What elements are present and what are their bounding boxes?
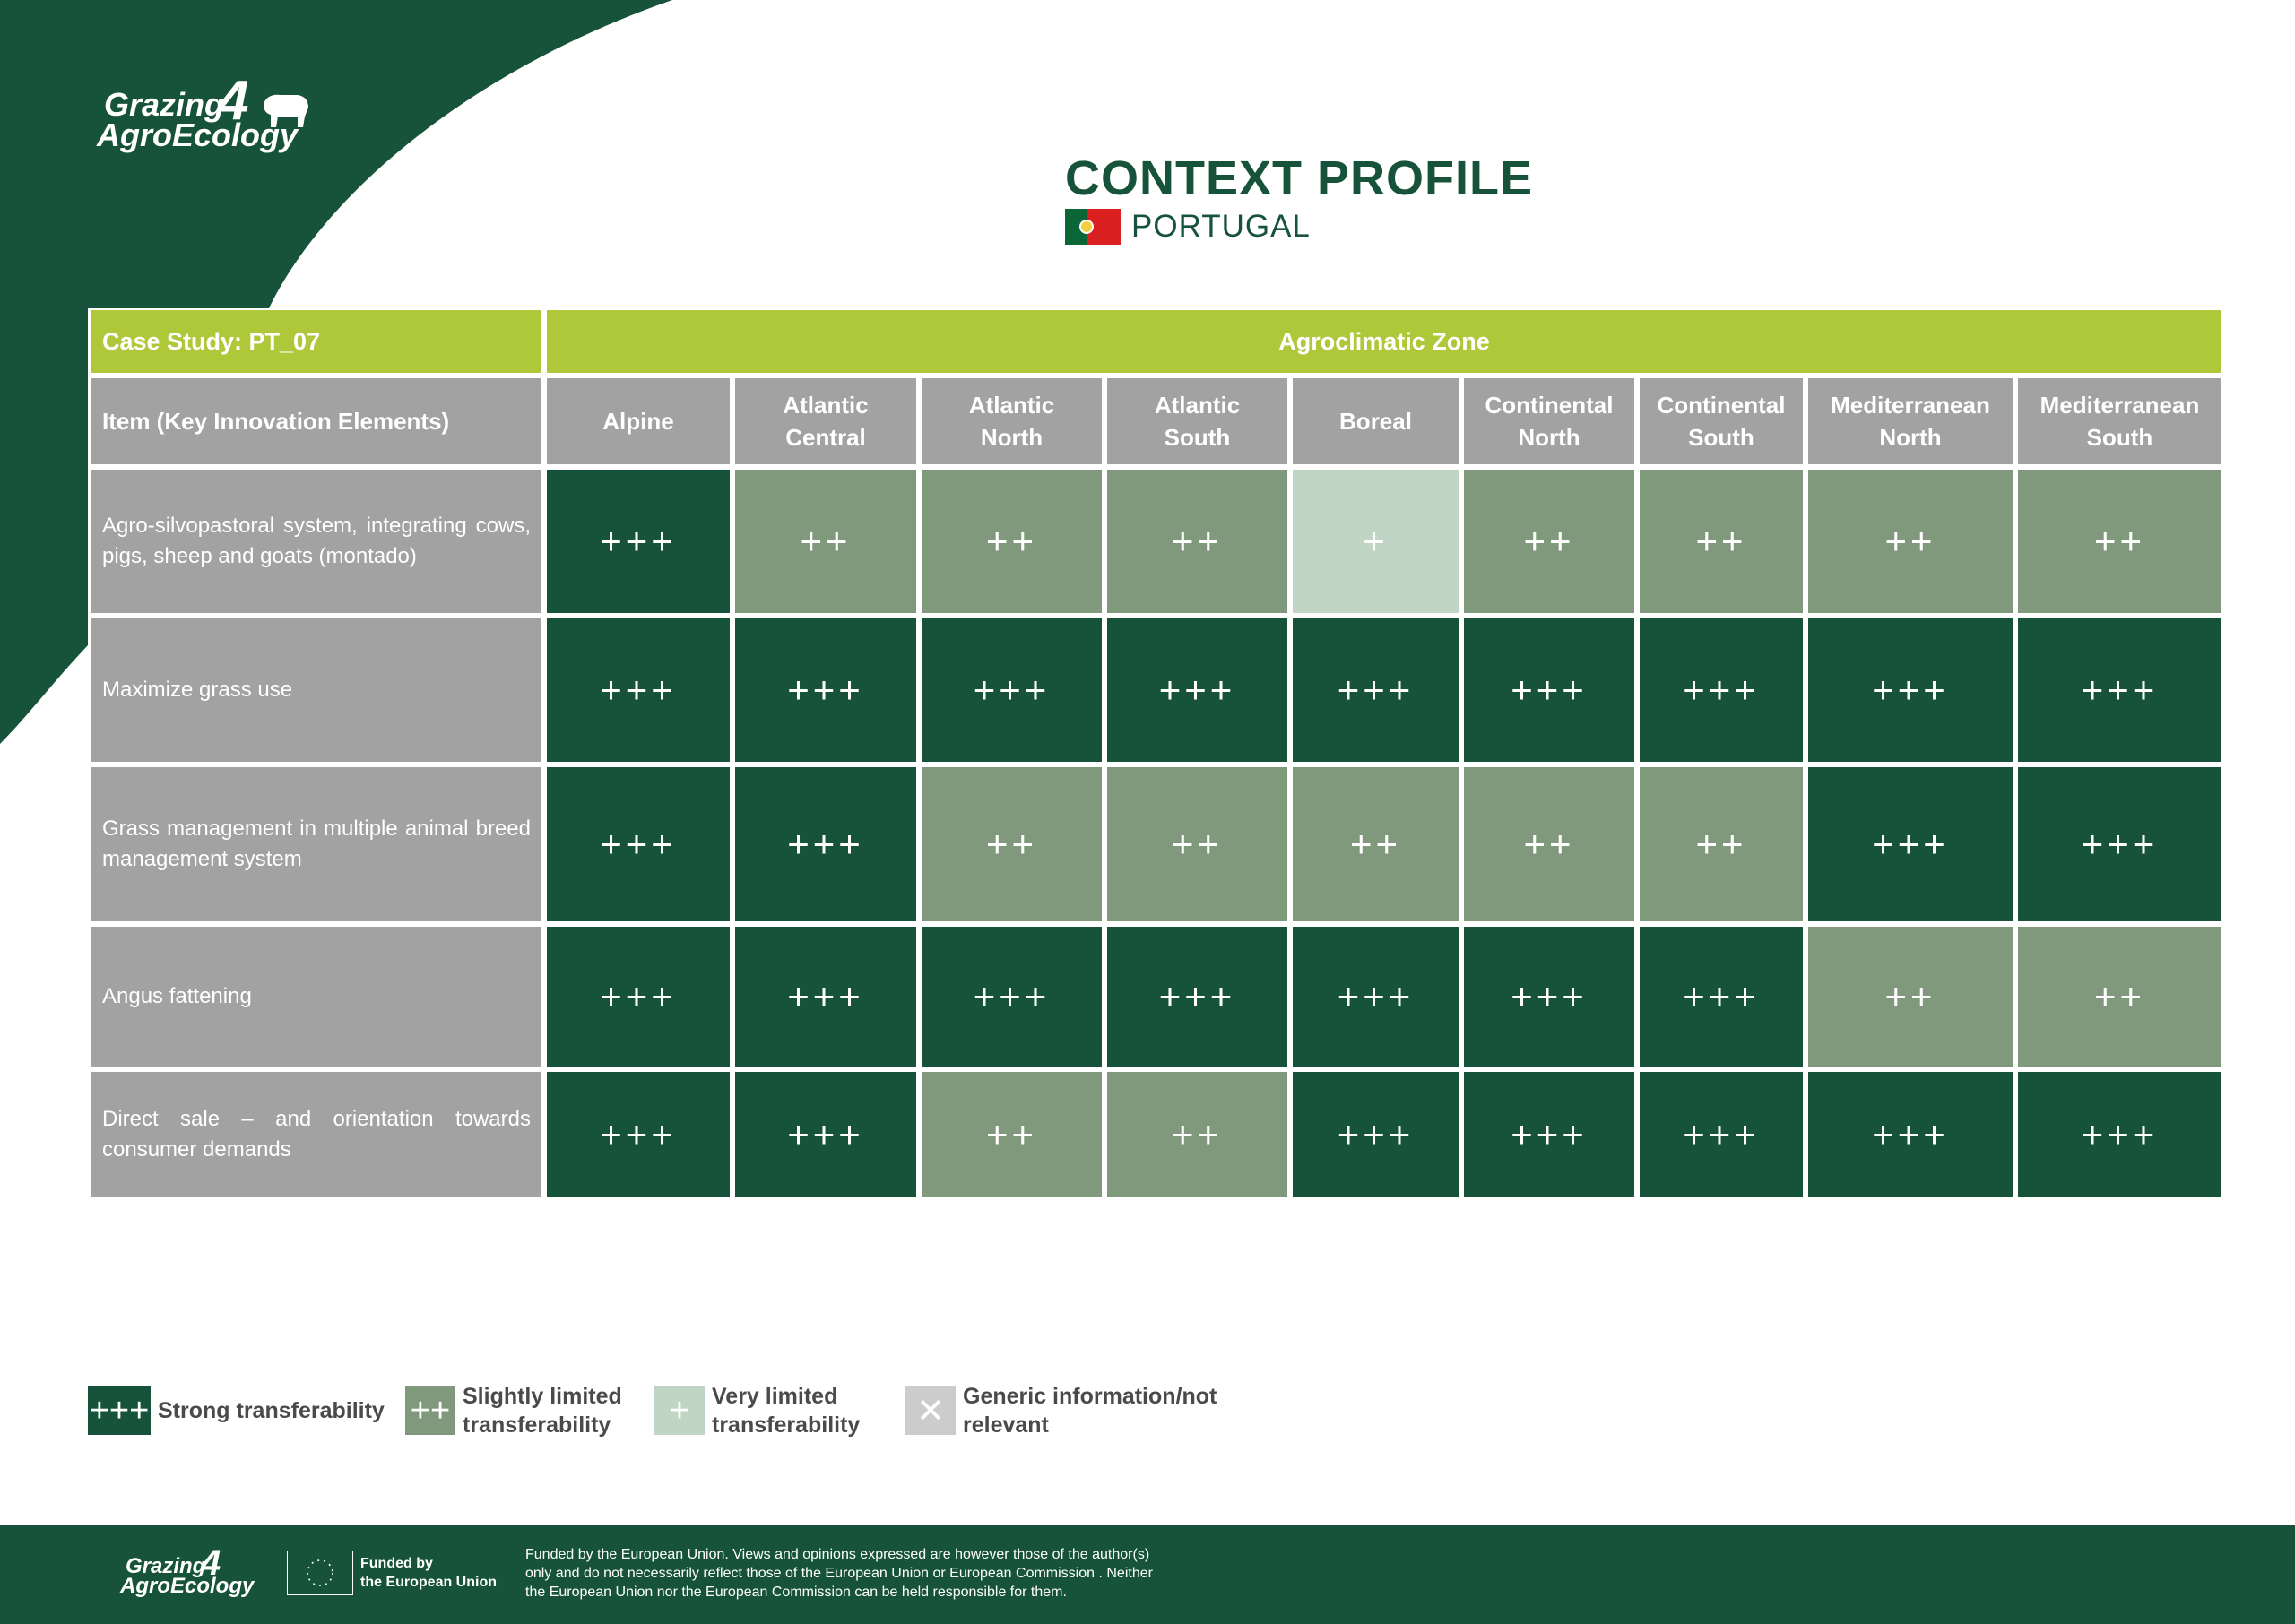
innovation-item	[91, 470, 541, 613]
logo-line1: Grazing	[104, 86, 225, 123]
rating-cell	[1808, 618, 2013, 762]
zone-name-line2: North	[980, 424, 1044, 451]
zone-name	[1658, 389, 1786, 454]
innovation-item-label: Grass management in multiple animal breed management system	[102, 816, 531, 871]
legend-item	[88, 1382, 385, 1439]
rating-mark: +++	[600, 975, 677, 1017]
rating-cell	[1464, 767, 1634, 921]
zone-header-label: Agroclimatic Zone	[1278, 327, 1490, 355]
item-header-label: Item (Key Innovation Elements)	[102, 408, 450, 435]
rating-cell	[1107, 767, 1287, 921]
zone-column-header	[1640, 378, 1803, 464]
portugal-flag-icon	[1065, 209, 1121, 245]
rating-cell	[735, 767, 916, 921]
rating-cell	[1464, 927, 1634, 1067]
rating-mark: ++	[1884, 975, 1936, 1017]
eu-flag-icon	[287, 1551, 353, 1595]
rating-cell	[547, 927, 730, 1067]
rating-mark: ++	[985, 823, 1038, 865]
legend-swatch: ✕	[905, 1386, 956, 1435]
rating-mark: +++	[1683, 669, 1760, 711]
legend-item	[905, 1382, 1217, 1439]
footer-logo	[120, 1543, 264, 1602]
rating-mark: +++	[600, 669, 677, 711]
disclaimer-text: Funded by the European Union. Views and opinions expressed are however those of the author(s) only and do not necessarily reflect those of the European Union or European Commission . Neither the European Union nor the European Commission can be held responsible for them.	[525, 1547, 1153, 1600]
rating-mark: +++	[1337, 975, 1415, 1017]
rating-mark: ++	[1171, 823, 1224, 865]
rating-cell	[547, 470, 730, 613]
rating-cell	[1464, 470, 1634, 613]
zone-name	[1485, 389, 1614, 454]
innovation-item-label: Angus fattening	[102, 984, 252, 1008]
rating-mark: +++	[1683, 975, 1760, 1017]
innovation-item-label: Direct sale – and orientation towards consumer demands	[102, 1107, 531, 1162]
rating-cell	[2018, 1072, 2221, 1197]
zone-name	[783, 389, 868, 454]
zone-name-line2: North	[1879, 424, 1942, 451]
zone-column-header	[2018, 378, 2221, 464]
rating-cell	[922, 470, 1102, 613]
rating-mark: ++	[1171, 520, 1224, 562]
rating-mark: +++	[2081, 823, 2159, 865]
rating-mark: +	[1363, 520, 1389, 562]
rating-mark: +++	[787, 975, 864, 1017]
rating-cell	[922, 618, 1102, 762]
rating-mark: +++	[1872, 1113, 1949, 1155]
zone-name-line1: Mediterranean	[1831, 392, 1990, 419]
rating-mark: ++	[1695, 823, 1747, 865]
zone-name	[602, 405, 673, 437]
zone-name-line1: Atlantic	[1154, 392, 1241, 419]
cow-icon	[258, 86, 312, 131]
rating-cell	[735, 618, 916, 762]
zone-column-header	[1107, 378, 1287, 464]
rating-cell	[1293, 618, 1459, 762]
rating-mark: +++	[787, 669, 864, 711]
country-name: PORTUGAL	[1131, 209, 1311, 244]
zone-name-line1: Continental	[1657, 392, 1786, 419]
innovation-item	[91, 767, 541, 921]
logo-four: 4	[218, 70, 249, 132]
zone-column-header	[1293, 378, 1459, 464]
rating-cell	[1464, 1072, 1634, 1197]
zone-name-line2: Central	[785, 424, 866, 451]
rating-mark: +++	[787, 1113, 864, 1155]
rating-mark: +++	[1511, 669, 1588, 711]
rating-mark: +++	[1683, 1113, 1760, 1155]
rating-cell	[1640, 470, 1803, 613]
rating-mark: +++	[973, 975, 1051, 1017]
rating-cell	[1107, 470, 1287, 613]
rating-mark: +++	[2081, 669, 2159, 711]
rating-cell	[922, 927, 1102, 1067]
rating-mark: ++	[1523, 520, 1575, 562]
rating-cell	[547, 767, 730, 921]
zone-name	[969, 389, 1054, 454]
rating-mark: +++	[1158, 975, 1236, 1017]
legend-label: Generic information/not relevant	[963, 1384, 1217, 1438]
rating-cell	[1293, 767, 1459, 921]
innovation-item-label: Maximize grass use	[102, 678, 293, 702]
rating-cell	[735, 470, 916, 613]
rating-mark: +++	[1337, 669, 1415, 711]
zone-column-header	[1464, 378, 1634, 464]
footer-logo-line1: Grazing	[126, 1554, 206, 1578]
rating-cell	[735, 927, 916, 1067]
legend-label: Very limited transferability	[712, 1384, 861, 1438]
rating-cell	[1808, 767, 2013, 921]
zone-name	[2040, 389, 2200, 454]
innovation-item-label: Agro-silvopastoral system, integrating cows, pigs, sheep and goats (montado)	[102, 514, 531, 568]
rating-cell	[2018, 767, 2221, 921]
zone-column-header	[735, 378, 916, 464]
rating-mark: ++	[2093, 520, 2146, 562]
rating-mark: ++	[985, 520, 1038, 562]
zone-name	[1155, 389, 1240, 454]
rating-mark: +++	[600, 823, 677, 865]
rating-mark: +++	[1337, 1113, 1415, 1155]
rating-cell	[2018, 927, 2221, 1067]
rating-mark: +++	[1872, 669, 1949, 711]
rating-cell	[1640, 927, 1803, 1067]
legend-swatch: +++	[88, 1386, 151, 1435]
rating-cell	[1293, 1072, 1459, 1197]
zone-column-header	[922, 378, 1102, 464]
rating-cell	[1808, 927, 2013, 1067]
country-row	[1065, 208, 1311, 246]
rating-mark: +++	[973, 669, 1051, 711]
zone-name-line2: South	[1164, 424, 1231, 451]
legend-swatch: +	[654, 1386, 705, 1435]
zone-header	[547, 310, 2221, 373]
item-header	[91, 378, 541, 464]
rating-cell	[1640, 618, 1803, 762]
zone-name	[1831, 389, 1990, 454]
legend-swatch: ++	[405, 1386, 455, 1435]
zone-name-line1: Continental	[1485, 392, 1614, 419]
case-study-header	[91, 310, 541, 373]
rating-mark: ++	[2093, 975, 2146, 1017]
brand-logo	[97, 70, 312, 160]
eu-funding-label: Funded by the European Union	[360, 1556, 497, 1590]
rating-cell	[735, 1072, 916, 1197]
rating-mark: ++	[985, 1113, 1038, 1155]
rating-cell	[2018, 470, 2221, 613]
rating-mark: +++	[2081, 1113, 2159, 1155]
zone-column-header	[547, 378, 730, 464]
rating-mark: +++	[600, 520, 677, 562]
rating-cell	[1808, 470, 2013, 613]
zone-name-line1: Atlantic	[783, 392, 869, 419]
rating-mark: +++	[1158, 669, 1236, 711]
legend-item	[654, 1382, 860, 1439]
rating-mark: ++	[800, 520, 852, 562]
rating-cell	[1464, 618, 1634, 762]
rating-mark: ++	[1523, 823, 1575, 865]
rating-mark: +++	[787, 823, 864, 865]
rating-mark: +++	[600, 1113, 677, 1155]
footer-logo-four: 4	[201, 1543, 221, 1583]
rating-mark: +++	[1511, 975, 1588, 1017]
footer	[0, 1525, 2295, 1624]
rating-cell	[1640, 767, 1803, 921]
rating-cell	[547, 618, 730, 762]
case-study-label: Case Study: PT_07	[102, 327, 321, 355]
zone-name-line2: South	[1688, 424, 1754, 451]
rating-cell	[1107, 1072, 1287, 1197]
zone-name-line1: Alpine	[602, 408, 674, 435]
footer-logo-line2: AgroEcology	[120, 1574, 255, 1598]
rating-cell	[922, 767, 1102, 921]
rating-cell	[1293, 470, 1459, 613]
rating-cell	[547, 1072, 730, 1197]
legend-item	[405, 1382, 622, 1439]
zone-name-line2: South	[2086, 424, 2153, 451]
zone-column-header	[1808, 378, 2013, 464]
zone-name-line2: North	[1518, 424, 1581, 451]
zone-name	[1339, 405, 1412, 437]
innovation-item	[91, 927, 541, 1067]
rating-mark: ++	[1349, 823, 1402, 865]
legend-label: Strong transferability	[158, 1398, 385, 1423]
rating-mark: ++	[1695, 520, 1747, 562]
rating-cell	[1808, 1072, 2013, 1197]
rating-cell	[1640, 1072, 1803, 1197]
transferability-matrix	[88, 308, 2227, 1203]
zone-name-line1: Atlantic	[968, 392, 1055, 419]
rating-mark: ++	[1171, 1113, 1224, 1155]
rating-cell	[1293, 927, 1459, 1067]
rating-mark: +++	[1511, 1113, 1588, 1155]
legend-label: Slightly limited transferability	[463, 1384, 622, 1438]
zone-name-line1: Mediterranean	[2040, 392, 2200, 419]
rating-cell	[1107, 618, 1287, 762]
page-title: CONTEXT PROFILE	[1065, 151, 1534, 205]
zone-name-line1: Boreal	[1339, 408, 1412, 435]
innovation-item	[91, 618, 541, 762]
logo-line2: AgroEcology	[97, 117, 299, 153]
innovation-item	[91, 1072, 541, 1197]
rating-mark: +++	[1872, 823, 1949, 865]
rating-cell	[922, 1072, 1102, 1197]
rating-cell	[2018, 618, 2221, 762]
rating-cell	[1107, 927, 1287, 1067]
rating-mark: ++	[1884, 520, 1936, 562]
